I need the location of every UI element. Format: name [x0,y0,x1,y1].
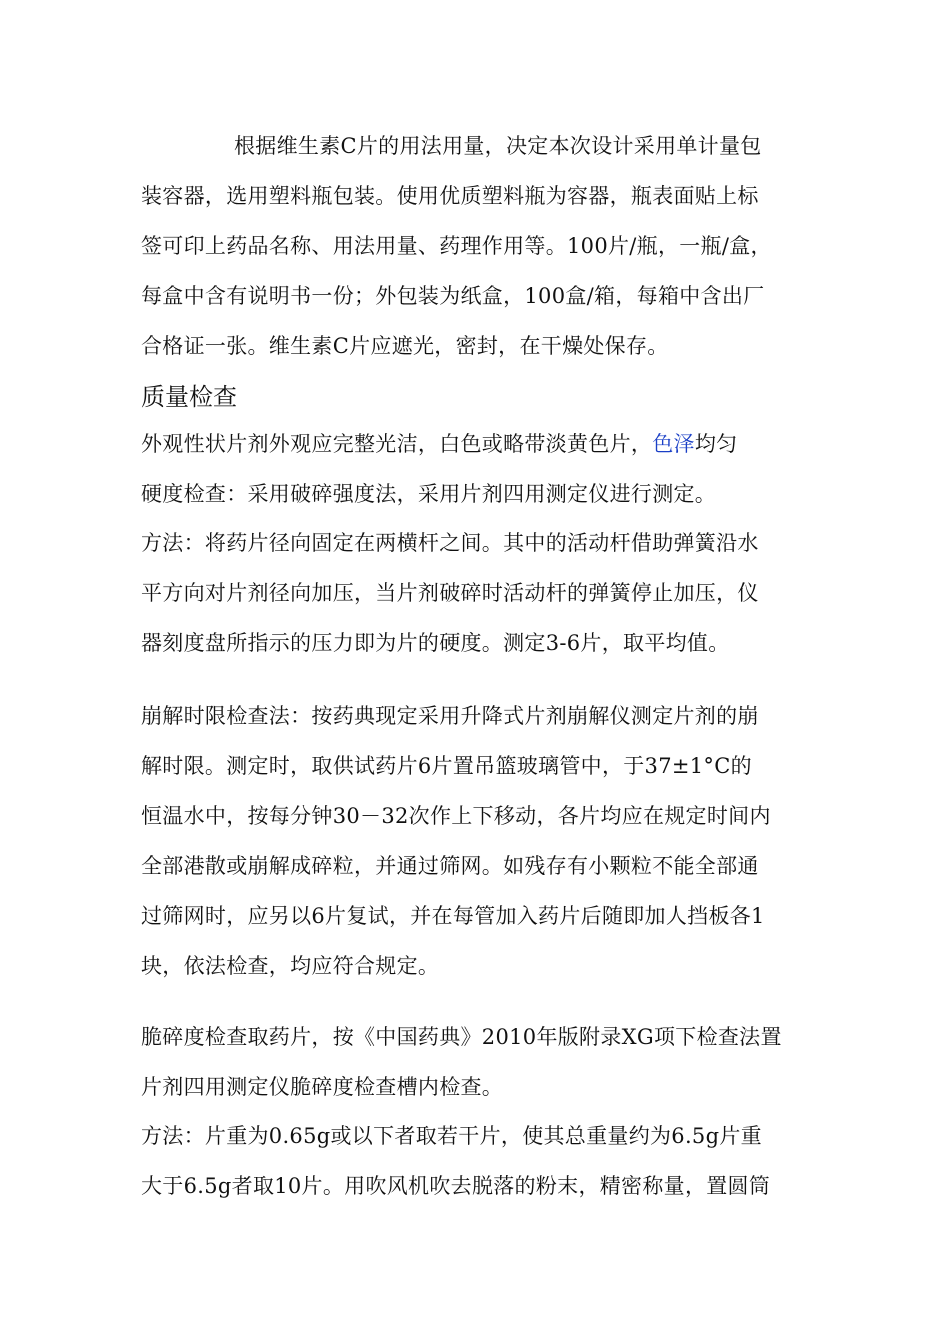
disintegration-line: 块，依法检查，均应符合规定。 [141,954,440,978]
appearance-text-end: 均匀 [694,432,738,456]
disintegration-line: 过筛网时，应另以6片复试，并在每管加入药片后随即加人挡板各1 [141,904,765,928]
friability-line: 脆碎度检查取药片，按《中国药典》2010年版附录XG项下检查法置 [141,1025,782,1049]
friability-line: 片剂四用测定仪脆碎度检查槽内检查。 [141,1075,504,1099]
disintegration-line: 崩解时限检查法：按药典现定采用升降式片剂崩解仪测定片剂的崩 [141,704,759,728]
method-line: 大于6.5g者取10片。用吹风机吹去脱落的粉末，精密称量，置圆筒 [141,1174,771,1198]
color-luster-link[interactable]: 色泽 [652,432,695,456]
hardness-line: 硬度检查：采用破碎强度法，采用片剂四用测定仪进行测定。 [141,482,717,506]
packaging-line: 每盒中含有说明书一份；外包装为纸盒，100盒/箱，每箱中含出厂 [141,284,765,308]
disintegration-line: 全部港散或崩解成碎粒，并通过筛网。如残存有小颗粒不能全部通 [141,854,759,878]
packaging-line: 签可印上药品名称、用法用量、药理作用等。100片/瓶，一瓶/盒， [141,234,772,258]
packaging-line: 根据维生素C片的用法用量，决定本次设计采用单计量包 [234,134,762,158]
packaging-line: 合格证一张。维生素C片应遮光，密封，在干燥处保存。 [141,334,669,358]
method-line: 方法：片重为0.65g或以下者取若干片，使其总重量约为6.5g片重 [141,1124,762,1148]
method-line: 方法：将药片径向固定在两横杆之间。其中的活动杆借助弹簧沿水 [141,531,759,555]
disintegration-line: 解时限。测定时，取供试药片6片置吊篮玻璃管中，于37±1°C的 [141,754,752,778]
appearance-line [141,430,737,458]
appearance-text: 外观性状片剂外观应完整光洁，白色或略带淡黄色片， [141,432,653,456]
method-line: 器刻度盘所指示的压力即为片的硬度。测定3-6片，取平均值。 [141,631,730,655]
method-line: 平方向对片剂径向加压，当片剂破碎时活动杆的弹簧停止加压，仪 [141,581,759,605]
packaging-line: 装容器，选用塑料瓶包装。使用优质塑料瓶为容器，瓶表面贴上标 [141,184,759,208]
disintegration-line: 恒温水中，按每分钟30－32次作上下移动，各片均应在规定时间内 [141,804,771,828]
section-heading-quality: 质量检查 [141,383,237,411]
